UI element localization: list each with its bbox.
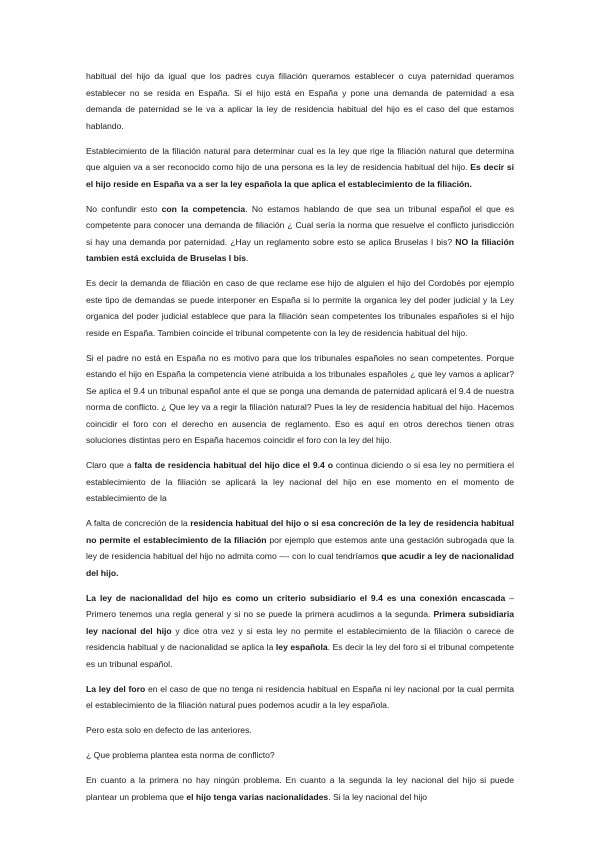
text-run: habitual del hijo da igual que los padres cuya filiación queramos establecer o cuya paternidad queramos establecer no se resida en España. Si el hijo está en España y pone una demanda de paternidad a esa demanda de paternidad se le va a aplicar la ley de residencia habitual del hijo es el caso del que estamos hablando. [86,71,514,131]
text-run: y dice otra vez y si esta ley no permite el establecimiento de la filiación o carece de residencia habitual y de nacionalidad se aplica la [86,625,514,652]
bold-text-run: que acudir a ley de nacionalidad del hijo. [86,551,514,578]
paragraph [86,515,514,581]
text-run: ¿ Que problema plantea esta norma de conflicto? [86,750,275,760]
bold-text-run: ley española [275,642,328,652]
paragraph [86,590,514,673]
text-run: Si el padre no está en España no es motivo para que los tribunales españoles no sean competentes. Porque estando el hijo en España la competencia viene atribuida a los tribunales españoles ¿ que ley vamos a aplicar? Se aplica el 9.4 un tribunal español ante el que se ponga una demanda de paternidad aplicará el 9.4 de nuestra norma de conflicto. ¿ Que ley va a regir la filiación natural? Pues la ley de residencia habitual del hijo. Hacemos coincidir el foro con el derecho en ausencia de reglamento. Eso es aquí en otros derechos tienen otras soluciones distintas pero en España hacemos coincidir el foro con la ley del hijo. [86,352,514,445]
paragraph [86,722,514,739]
paragraph [86,350,514,449]
text-run: . Si la ley nacional del hijo [328,791,428,802]
text-run: Pero esta solo en defecto de las anteriores. [86,725,252,735]
bold-text-run: el hijo tenga varias nacionalidades [186,791,329,802]
bold-text-run: La ley del foro [86,683,146,694]
bold-text-run: falta de residencia habitual del hijo dice el 9.4 o [134,460,333,470]
bold-text-run: Es decir si el hijo reside en España va a ser la ley española la que aplica el establecimiento de la filiación. [86,162,514,189]
paragraph [86,275,514,341]
paragraph [86,143,514,193]
paragraph [86,772,514,805]
text-run: en el caso de que no tenga ni residencia habitual en España ni ley nacional por la cual permita el establecimiento de la filiación natural pues podemos acudir a la ley española. [86,683,514,710]
text-run: . No estamos hablando de que sea un tribunal español el que es competente para conocer una demanda de filiación ¿ Cual sería la norma que resuelve el conflicto jurisdicción si hay una demanda por paternidad. ¿Hay un reglamento sobre esto se aplica Bruselas I bis? [86,203,515,247]
text-run: Es decir la demanda de filiación en caso de que reclame ese hijo de alguien el hijo del Cordobés por ejemplo este tipo de demandas se puede interponer en España si lo permite la organica ley del poder judicial y la Ley organica del poder judicial establece que para la filiación sean competentes los tribunales españoles si el hijo reside en España. Tambien coincide el tribunal competente con la ley de residencia habitual del hijo. [86,278,514,338]
text-run: A falta de concreción de la [86,518,191,528]
bold-text-run: con la competencia [161,203,246,214]
paragraph [86,747,514,764]
text-run: por ejemplo que estemos ante una gestación subrogada que la ley de residencia habitual del hijo no admita como –-- con lo cual tendríamos [86,534,515,561]
paragraph [86,201,514,267]
text-run: Claro que a [86,460,135,470]
paragraph [86,68,514,134]
text-run: Establecimiento de la filiación natural para determinar cual es la ley que rige la filiación natural que determina que alguien va a ser reconocido como hijo de una persona es la ley de residencia habitual del hijo. [86,145,514,172]
bold-text-run: La ley de nacionalidad del hijo es como un criterio subsidiario el 9.4 es una conexión encascada [86,592,506,603]
text-run: – Primero tenemos una regla general y si no se puede la primera acudimos a la segunda. [86,592,514,619]
text-run: continua diciendo o si esa ley no permitiera el establecimiento de la filiación se aplicará la ley nacional del hijo en ese momento en el momento de establecimiento de la [86,460,514,503]
bold-text-run: NO la filiación tambien está excluida de Bruselas I bis [86,236,514,263]
bold-text-run: residencia habitual del hijo o si esa concreción de la ley de residencia habitual no permite el establecimiento de la filiación [86,518,514,545]
bold-text-run: Primera subsidiaria ley nacional del hijo [86,609,514,636]
text-run: . [246,253,249,263]
text-run: En cuanto a la primera no hay ningún problema. En cuanto a la segunda la ley nacional del hijo si puede plantear un problema que [86,775,514,802]
paragraph [86,457,514,507]
paragraph [86,681,514,714]
text-run: No confundir esto [86,203,162,214]
text-run: . Es decir la ley del foro si el tribunal competente es un tribunal español. [86,642,515,669]
document-body [86,68,514,814]
